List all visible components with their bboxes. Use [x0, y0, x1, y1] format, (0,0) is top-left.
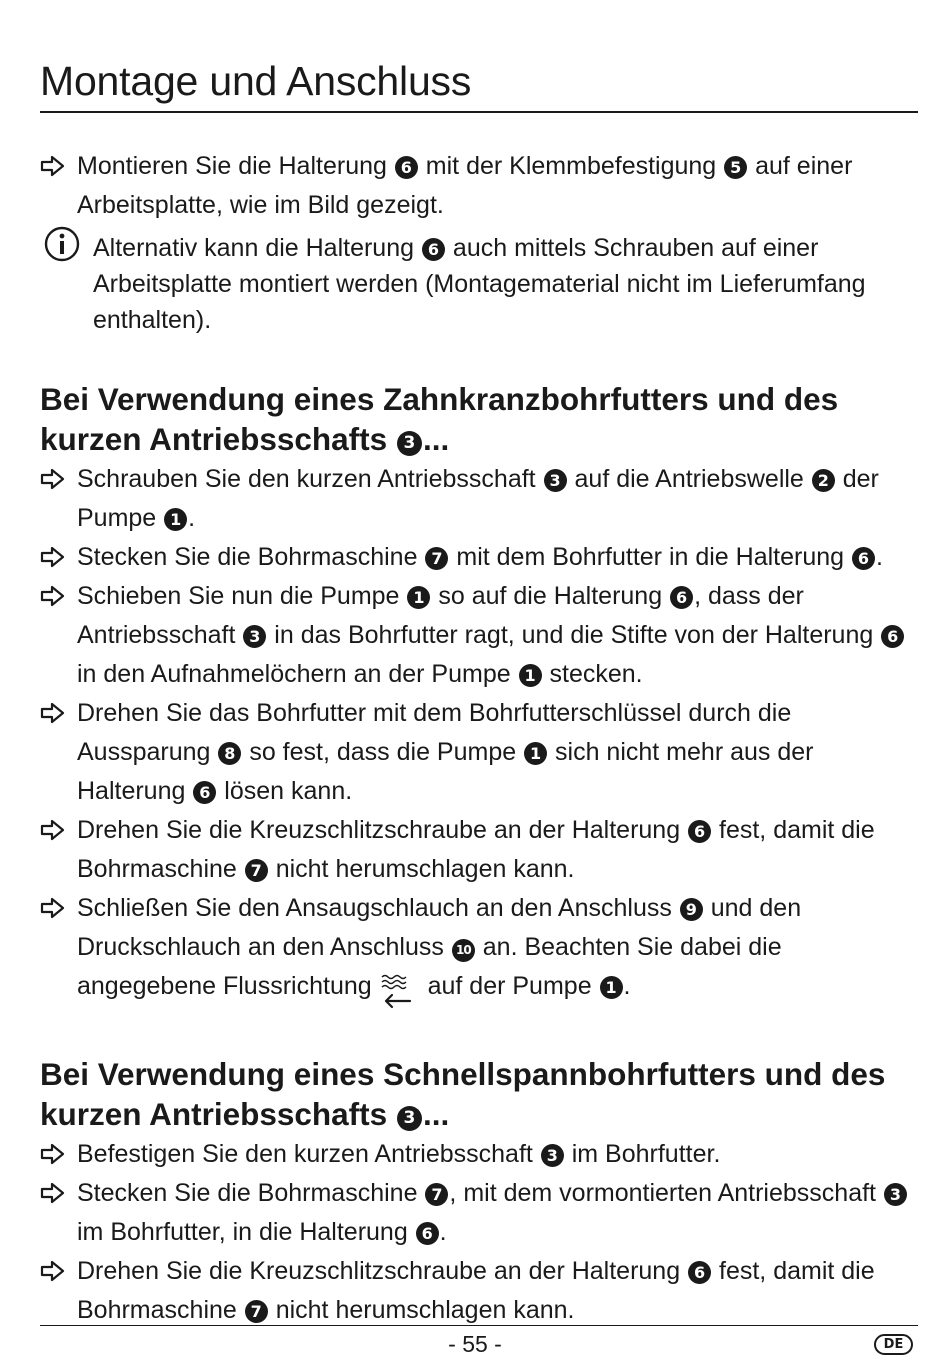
- arrow-right-icon: [40, 545, 66, 569]
- section-heading: Bei Verwendung eines Zahnkranzbohrfutters und des kurzen Antriebsschafts 3 ...: [40, 381, 839, 457]
- ref-number: 7: [425, 547, 448, 570]
- page-number: - 55 -: [448, 1331, 502, 1357]
- ref-number: 1: [600, 976, 623, 999]
- step-intro: Montieren Sie die Halterung 6 mit der Klemmbefestigung 5 auf einer Arbeitsplatte, wie im Bild gezeigt.: [40, 147, 912, 225]
- ref-number: 1: [519, 664, 542, 687]
- ref-number: 6: [422, 238, 445, 261]
- ref-number: 6: [852, 547, 875, 570]
- ref-number: 3: [544, 469, 567, 492]
- ref-number: 3: [397, 1106, 422, 1131]
- ref-number: 10: [452, 939, 475, 962]
- ref-number: 1: [524, 742, 547, 765]
- ref-number: 3: [884, 1183, 907, 1206]
- info-icon: [44, 226, 80, 262]
- ref-number: 6: [395, 156, 418, 179]
- page-title: Montage und Anschluss: [40, 58, 472, 104]
- step: Drehen Sie das Bohrfutter mit dem Bohrfutterschlüssel durch die Aussparung 8 so fest, dass die Pumpe 1 sich nicht mehr aus der Halterung 6 lösen kann.: [40, 694, 912, 811]
- ref-number: 6: [416, 1222, 439, 1245]
- title-divider: [40, 111, 918, 113]
- arrow-right-icon: [40, 584, 66, 608]
- ref-number: 6: [881, 625, 904, 648]
- ref-number: 6: [688, 820, 711, 843]
- ref-number: 7: [425, 1183, 448, 1206]
- language-badge: DE: [874, 1334, 913, 1355]
- info-note: Alternativ kann die Halterung 6 auch mittels Schrauben auf einer Arbeitsplatte montiert werden (Montagematerial nicht im Lieferumfang enthalten).: [40, 230, 912, 338]
- ref-number: 3: [243, 625, 266, 648]
- arrow-right-icon: [40, 1259, 66, 1283]
- flow-direction-icon: [376, 972, 416, 1012]
- ref-number: 7: [245, 1300, 268, 1323]
- ref-number: 6: [688, 1261, 711, 1284]
- page-content: [40, 147, 912, 1330]
- arrow-right-icon: [40, 896, 66, 920]
- step: Drehen Sie die Kreuzschlitzschraube an der Halterung 6 fest, damit die Bohrmaschine 7 nicht herumschlagen kann.: [40, 1252, 912, 1330]
- arrow-right-icon: [40, 467, 66, 491]
- footer-divider: [40, 1325, 918, 1326]
- step: Stecken Sie die Bohrmaschine 7 , mit dem vormontierten Antriebsschaft 3 im Bohrfutter, in die Halterung 6 .: [40, 1174, 912, 1252]
- ref-number: 6: [193, 781, 216, 804]
- step: Schieben Sie nun die Pumpe 1 so auf die Halterung 6 , dass der Antriebsschaft 3 in das Bohrfutter ragt, und die Stifte von der Halterung 6 in den Aufnahmelöchern an der Pumpe 1 stecken.: [40, 577, 912, 694]
- arrow-right-icon: [40, 1142, 66, 1166]
- ref-number: 7: [245, 859, 268, 882]
- ref-number: 1: [164, 508, 187, 531]
- section-heading: Bei Verwendung eines Schnellspannbohrfutters und des kurzen Antriebsschafts 3 ...: [40, 1056, 886, 1132]
- step: Stecken Sie die Bohrmaschine 7 mit dem Bohrfutter in die Halterung 6 .: [40, 538, 912, 577]
- ref-number: 2: [812, 469, 835, 492]
- ref-number: 6: [670, 586, 693, 609]
- ref-number: 5: [724, 156, 747, 179]
- arrow-right-icon: [40, 818, 66, 842]
- ref-number: 3: [397, 431, 422, 456]
- step: Befestigen Sie den kurzen Antriebsschaft 3 im Bohrfutter.: [40, 1135, 912, 1174]
- ref-number: 3: [541, 1144, 564, 1167]
- arrow-right-icon: [40, 154, 66, 178]
- ref-number: 8: [218, 742, 241, 765]
- step: Schließen Sie den Ansaugschlauch an den Anschluss 9 und den Druckschlauch an den Anschluss 10 an. Beachten Sie dabei die angegebene Flussrichtung auf der Pumpe 1 .: [40, 889, 912, 1012]
- step: Schrauben Sie den kurzen Antriebsschaft 3 auf die Antriebswelle 2 der Pumpe 1 .: [40, 460, 912, 538]
- ref-number: 9: [680, 898, 703, 921]
- arrow-right-icon: [40, 1181, 66, 1205]
- arrow-right-icon: [40, 701, 66, 725]
- ref-number: 1: [407, 586, 430, 609]
- step: Drehen Sie die Kreuzschlitzschraube an der Halterung 6 fest, damit die Bohrmaschine 7 nicht herumschlagen kann.: [40, 811, 912, 889]
